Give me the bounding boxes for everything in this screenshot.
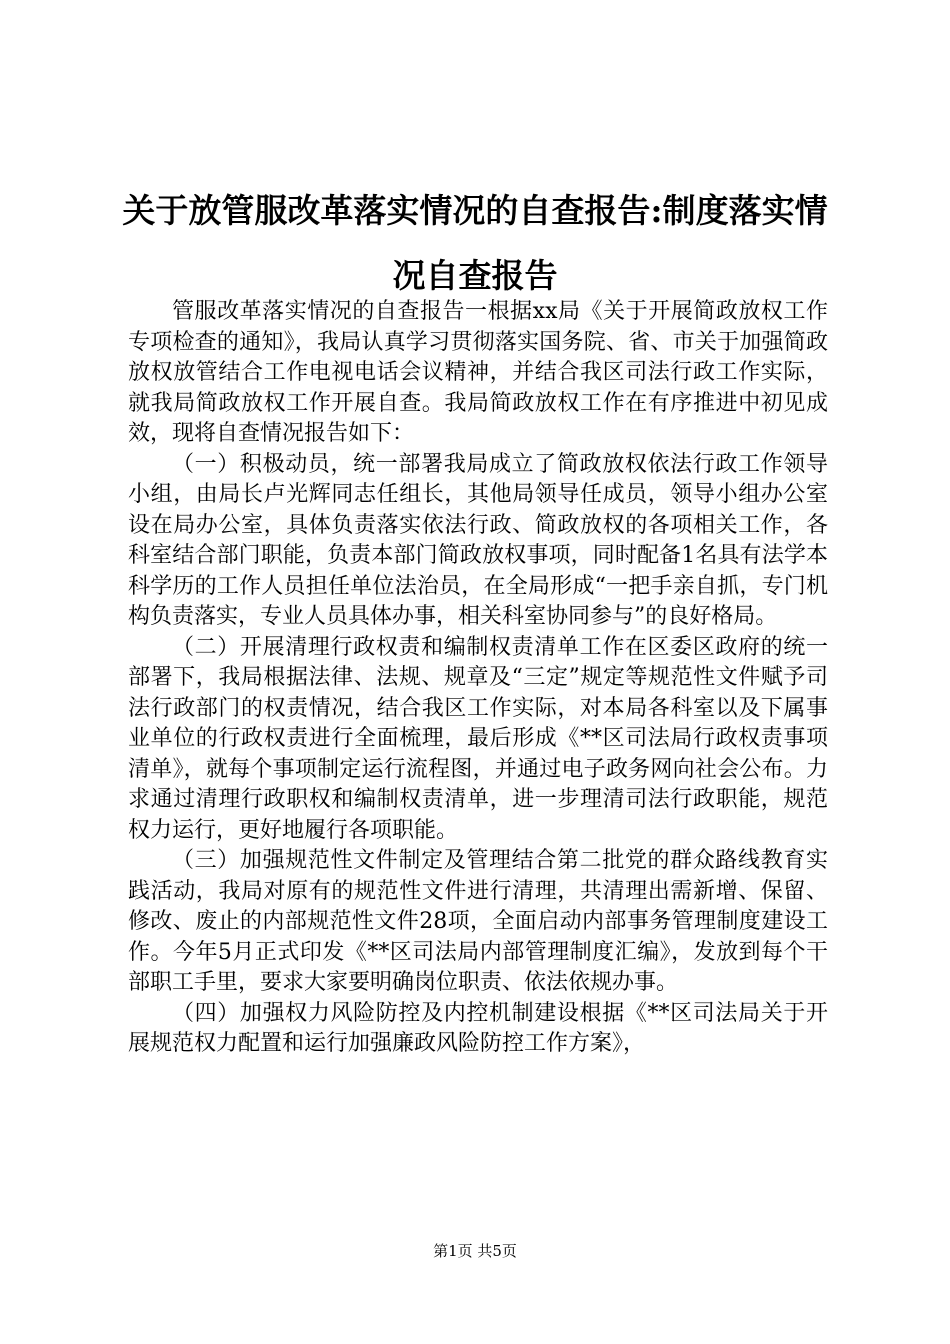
paragraph-intro: 管服改革落实情况的自查报告一根据xx局《关于开展简政放权工作专项检查的通知》，我局认真学习贯彻落实国务院、省、市关于加强简政放权放管结合工作电视电话会议精神，并结合我区司法行政工作实际，就我局简政放权工作开展自查。我局简政放权工作在有序推进中初见成效，现将自查情况报告如下： <box>128 299 828 446</box>
page-number-footer: 第1页 共5页 <box>433 1242 517 1260</box>
paragraph-section-1: （一）积极动员，统一部署我局成立了简政放权依法行政工作领导小组，由局长卢光辉同志任组长，其他局领导任成员，领导小组办公室设在局办公室，具体负责落实依法行政、简政放权的各项相关工作，各科室结合部门职能，负责本部门简政放权事项，同时配备1名具有法学本科学历的工作人员担任单位法治员，在全局形成“一把手亲自抓，专门机构负责落实，专业人员具体办事，相关科室协同参与”的良好格局。 <box>128 451 828 629</box>
paragraph-section-3: （三）加强规范性文件制定及管理结合第二批党的群众路线教育实践活动，我局对原有的规范性文件进行清理，共清理出需新增、保留、修改、废止的内部规范性文件28项，全面启动内部事务管理制度建设工作。今年5月正式印发《**区司法局内部管理制度汇编》，发放到每个干部职工手里，要求大家要明确岗位职责、依法依规办事。 <box>128 848 828 995</box>
document-title: 关于放管服改革落实情况的自查报告:制度落实情况自查报告 <box>122 191 828 295</box>
paragraph-section-4: （四）加强权力风险防控及内控机制建设根据《**区司法局关于开展规范权力配置和运行加强廉政风险防控工作方案》， <box>128 1000 828 1056</box>
paragraph-section-2: （二）开展清理行政权责和编制权责清单工作在区委区政府的统一部署下，我局根据法律、法规、规章及“三定”规定等规范性文件赋予司法行政部门的权责情况，结合我区工作实际，对本局各科室以及下属事业单位的行政权责进行全面梳理，最后形成《**区司法局行政权责事项清单》，就每个事项制定运行流程图，并通过电子政务网向社会公布。力求通过清理行政职权和编制权责清单，进一步理清司法行政职能，规范权力运行，更好地履行各项职能。 <box>128 634 828 843</box>
document-body <box>128 297 828 1060</box>
